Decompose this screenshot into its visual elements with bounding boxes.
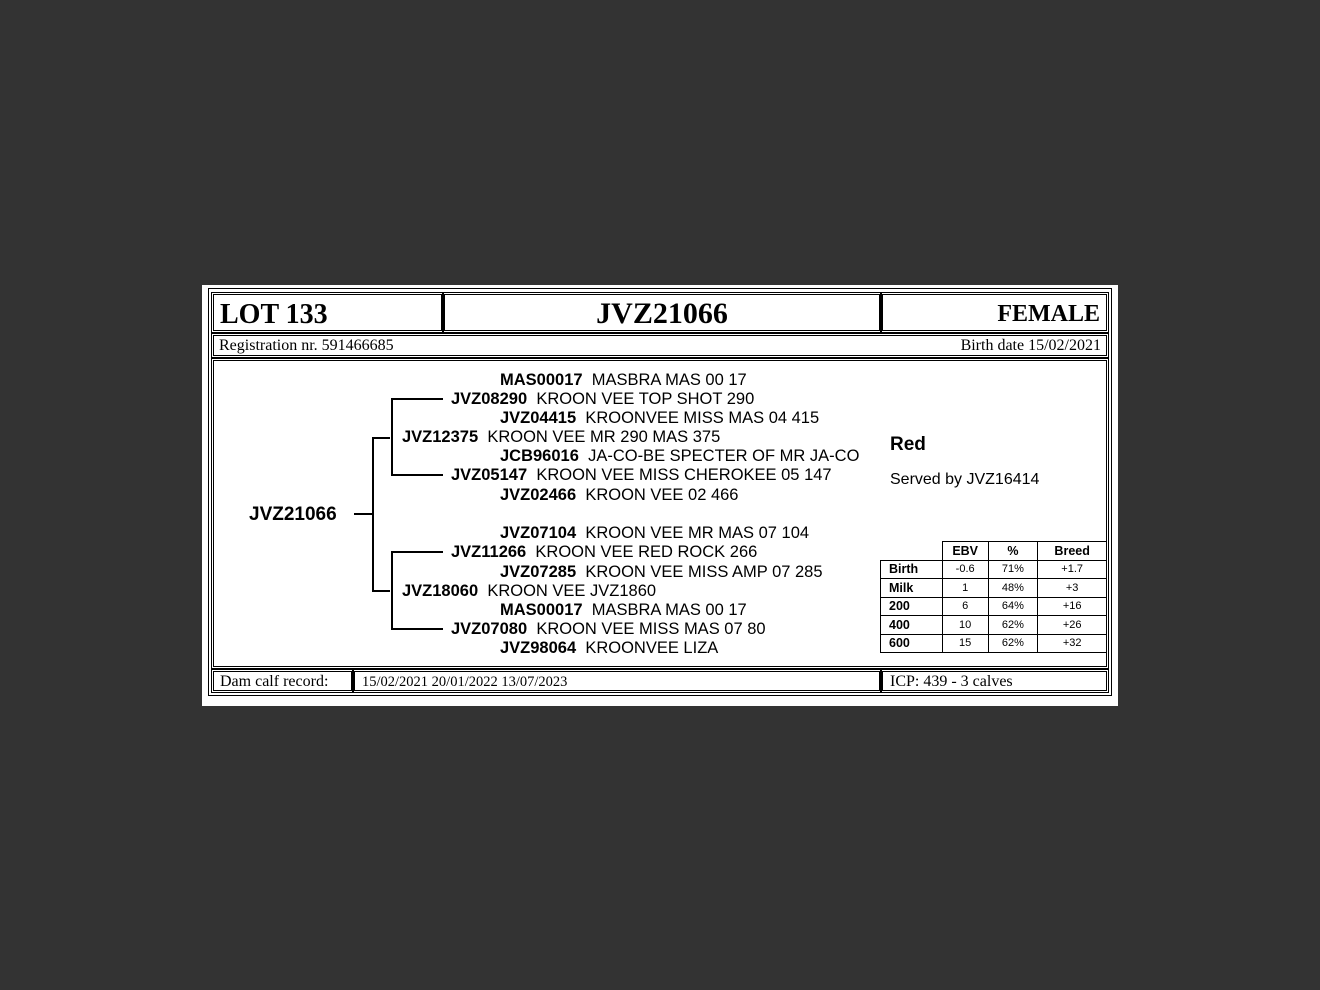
animal-id-title: JVZ21066 <box>596 297 728 330</box>
ebv-value: 1 <box>942 579 988 598</box>
dam-calf-dates-box <box>352 669 882 693</box>
pedigree-animal: JVZ21066 <box>249 504 337 525</box>
pedigree-line <box>354 513 372 515</box>
pedigree-line <box>391 398 393 476</box>
ebv-value: 6 <box>942 597 988 616</box>
birth-date: Birth date 15/02/2021 <box>960 337 1101 354</box>
pedigree-line <box>391 474 443 476</box>
ebv-header-breed: Breed <box>1038 542 1107 561</box>
sex-label: FEMALE <box>997 301 1100 327</box>
registration-row <box>211 333 1109 358</box>
ebv-row <box>881 634 1107 653</box>
pedigree-line <box>391 398 443 400</box>
ebv-accuracy: 64% <box>988 597 1038 616</box>
dam-calf-label-box <box>211 669 354 693</box>
ebv-value: 15 <box>942 634 988 653</box>
pedigree-dam-dam: JVZ07080 KROON VEE MISS MAS 07 80 <box>451 620 766 638</box>
ebv-header-ebv: EBV <box>942 542 988 561</box>
dam-calf-label: Dam calf record: <box>220 673 329 690</box>
sex-box <box>880 292 1109 333</box>
pedigree-sire-sire: JVZ08290 KROON VEE TOP SHOT 290 <box>451 390 755 408</box>
ebv-header-row <box>881 542 1107 561</box>
pedigree-sire-sire-sire: MAS00017 MASBRA MAS 00 17 <box>500 371 747 389</box>
ebv-row <box>881 616 1107 635</box>
registration-number: Registration nr. 591466685 <box>219 337 394 354</box>
ebv-trait: Milk <box>881 579 943 598</box>
ebv-header-pct: % <box>988 542 1038 561</box>
ebv-trait: 200 <box>881 597 943 616</box>
pedigree-sire: JVZ12375 KROON VEE MR 290 MAS 375 <box>402 428 721 446</box>
ebv-value: -0.6 <box>942 560 988 579</box>
ebv-accuracy: 48% <box>988 579 1038 598</box>
animal-id-box <box>442 292 882 333</box>
icp-value: ICP: 439 - 3 calves <box>890 673 1013 690</box>
pedigree-sire-dam-dam: JVZ02466 KROON VEE 02 466 <box>500 486 739 504</box>
ebv-row <box>881 579 1107 598</box>
ebv-breed-avg: +32 <box>1038 634 1107 653</box>
pedigree-dam-sire-dam: JVZ07285 KROON VEE MISS AMP 07 285 <box>500 563 823 581</box>
pedigree-sire-dam: JVZ05147 KROON VEE MISS CHEROKEE 05 147 <box>451 466 832 484</box>
ebv-row <box>881 560 1107 579</box>
ebv-trait: 400 <box>881 616 943 635</box>
pedigree-dam-dam-dam: JVZ98064 KROONVEE LIZA <box>500 639 719 657</box>
ebv-breed-avg: +1.7 <box>1038 560 1107 579</box>
ebv-accuracy: 62% <box>988 634 1038 653</box>
lot-number: LOT 133 <box>220 299 328 330</box>
pedigree-sire-dam-sire: JCB96016 JA-CO-BE SPECTER OF MR JA-CO <box>500 447 860 465</box>
ebv-breed-avg: +16 <box>1038 597 1107 616</box>
dam-calf-dates: 15/02/2021 20/01/2022 13/07/2023 <box>362 674 568 690</box>
ebv-trait: Birth <box>881 560 943 579</box>
ebv-table <box>880 541 1107 653</box>
served-by: Served by JVZ16414 <box>890 471 1040 488</box>
lot-box <box>211 292 444 333</box>
pedigree-dam: JVZ18060 KROON VEE JVZ1860 <box>402 582 657 600</box>
ebv-trait: 600 <box>881 634 943 653</box>
pedigree-line <box>372 437 390 439</box>
pedigree-dam-sire: JVZ11266 KROON VEE RED ROCK 266 <box>451 543 758 561</box>
pedigree-line <box>391 551 443 553</box>
icp-box <box>880 669 1109 693</box>
pedigree-line <box>391 628 443 630</box>
pedigree-dam-dam-sire: MAS00017 MASBRA MAS 00 17 <box>500 601 747 619</box>
pedigree-line <box>372 590 390 592</box>
color-label: Red <box>890 434 926 455</box>
ebv-accuracy: 62% <box>988 616 1038 635</box>
pedigree-line <box>391 551 393 630</box>
ebv-row <box>881 597 1107 616</box>
pedigree-sire-sire-dam: JVZ04415 KROONVEE MISS MAS 04 415 <box>500 409 820 427</box>
pedigree-dam-sire-sire: JVZ07104 KROON VEE MR MAS 07 104 <box>500 524 810 542</box>
lot-card <box>202 285 1118 706</box>
ebv-accuracy: 71% <box>988 560 1038 579</box>
ebv-value: 10 <box>942 616 988 635</box>
ebv-breed-avg: +3 <box>1038 579 1107 598</box>
ebv-breed-avg: +26 <box>1038 616 1107 635</box>
ebv-header-blank <box>881 542 943 561</box>
pedigree-line <box>372 437 374 592</box>
